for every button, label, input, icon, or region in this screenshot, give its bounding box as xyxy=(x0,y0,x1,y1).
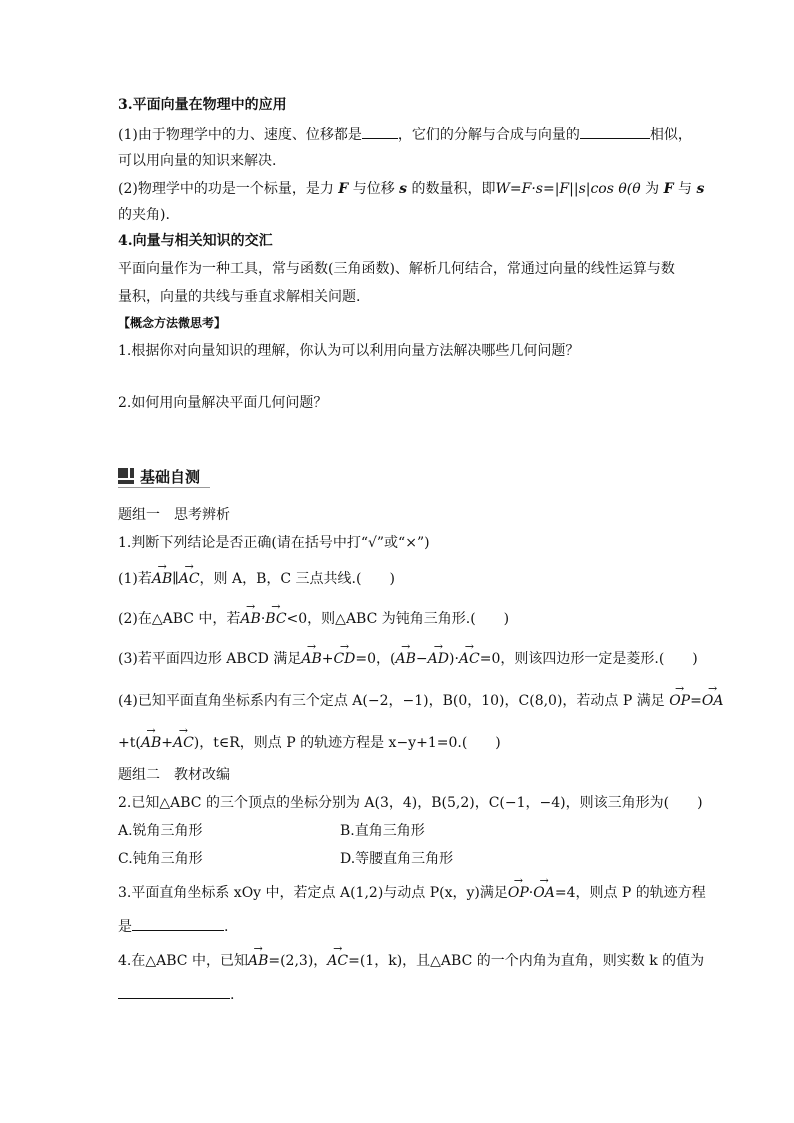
think-title: 【概念方法微思考】 xyxy=(118,316,227,330)
think-question-1: 1.根据你对向量知识的理解，你认为可以利用向量方法解决哪些几何问题？ xyxy=(118,343,580,359)
q4-line-2: . xyxy=(118,984,234,1004)
q1-item-4-line-1: (4)已知平面直角坐标系内有三个定点 A(−2，−1)，B(0，10)，C(8,0)，若动点 P 满足 → OP=→ OA xyxy=(118,692,723,710)
q1-item-2: (2)在△ABC 中，若→ AB·→ BC<0，则△ABC 为钝角三角形.( ) xyxy=(118,610,509,628)
q3-line-1: 3.平面直角坐标系 xOy 中，若定点 A(1,2)与动点 P(x，y)满足→ OP·→ OA=4，则点 P 的轨迹方程 xyxy=(118,884,706,902)
section-title: 基础自测 xyxy=(140,468,201,486)
answer-blank[interactable] xyxy=(132,916,224,931)
section-header xyxy=(118,466,210,488)
section-block-icon xyxy=(118,468,134,484)
s3-paragraph-2-line-2: 的夹角). xyxy=(118,207,170,223)
section-4-title: 4.向量与相关知识的交汇 xyxy=(118,233,273,249)
vector-ac: → AC xyxy=(327,952,348,970)
vector-ac: → AC xyxy=(459,650,480,668)
q1-item-4-line-2: +t(→ AB+→ AC)，t∈R，则点 P 的轨迹方程是 x−y+1=0.( ) xyxy=(118,734,501,752)
q2-option-b: B.直角三角形 xyxy=(340,823,425,839)
q2-stem: 2.已知△ABC 的三个顶点的坐标分别为 A(3，4)，B(5,2)，C(−1，−4)，则该三角形为( ) xyxy=(118,795,703,811)
vector-ac: → AC xyxy=(179,570,200,588)
q1-item-3: (3)若平面四边形 ABCD 满足→ AB+→ CD=0，(→ AB−→ AD)·→ AC=0，则该四边形一定是菱形.( ) xyxy=(118,650,698,668)
s4-paragraph-line-1: 平面向量作为一种工具，常与函数(三角函数)、解析几何结合，常通过向量的线性运算与数 xyxy=(118,261,675,277)
group-2-title: 题组二 教材改编 xyxy=(118,767,230,783)
q1-stem: 1.判断下列结论是否正确(请在括号中打“√”或“×”) xyxy=(118,535,430,551)
answer-blank[interactable] xyxy=(118,984,230,999)
vector-op: → OP xyxy=(669,692,690,710)
vector-oa: → OA xyxy=(533,884,555,902)
section-underline xyxy=(118,487,210,488)
vector-ab: → AB xyxy=(141,734,161,752)
q2-option-d: D.等腰直角三角形 xyxy=(340,851,454,867)
q2-option-c: C.钝角三角形 xyxy=(118,851,203,867)
q4-line-1: 4.在△ABC 中，已知→ AB=(2,3)，→ AC=(1，k)，且△ABC 的一个内角为直角，则实数 k 的值为 xyxy=(118,952,704,970)
think-question-2: 2.如何用向量解决平面几何问题？ xyxy=(118,395,328,411)
s3-paragraph-1-line-1: (1)由于物理学中的力、速度、位移都是 ，它们的分解与合成与向量的 相似， xyxy=(118,124,692,144)
vector-ab: → AB xyxy=(152,570,172,588)
vector-ab: → AB xyxy=(240,610,260,628)
vector-ab: → AB xyxy=(248,952,268,970)
q2-option-a: A.锐角三角形 xyxy=(118,823,203,839)
vector-bc: → BC xyxy=(265,610,286,628)
s4-paragraph-line-2: 量积，向量的共线与垂直求解相关问题. xyxy=(118,289,361,305)
vector-ab: → AB xyxy=(301,650,321,668)
section-3-title: 3.平面向量在物理中的应用 xyxy=(118,97,287,113)
vector-cd: → CD xyxy=(333,650,355,668)
answer-blank[interactable] xyxy=(362,124,398,139)
vector-ad: → AD xyxy=(428,650,449,668)
answer-blank[interactable] xyxy=(580,124,650,139)
vector-ac: → AC xyxy=(173,734,194,752)
vector-op: → OP xyxy=(508,884,529,902)
group-1-title: 题组一 思考辨析 xyxy=(118,507,230,523)
s3-paragraph-1-line-2: 可以用向量的知识来解决. xyxy=(118,153,277,169)
q1-item-1: (1)若→ AB∥→ AC，则 A，B，C 三点共线.( ) xyxy=(118,570,395,588)
s3-paragraph-2-line-1: (2)物理学中的功是一个标量，是力 F 与位移 s 的数量积，即W=F·s=|F||s|cos θ(θ 为 F 与 s xyxy=(118,181,705,197)
q3-line-2: 是 . xyxy=(118,916,228,936)
vector-oa: → OA xyxy=(702,692,724,710)
vector-ab: → AB xyxy=(396,650,416,668)
